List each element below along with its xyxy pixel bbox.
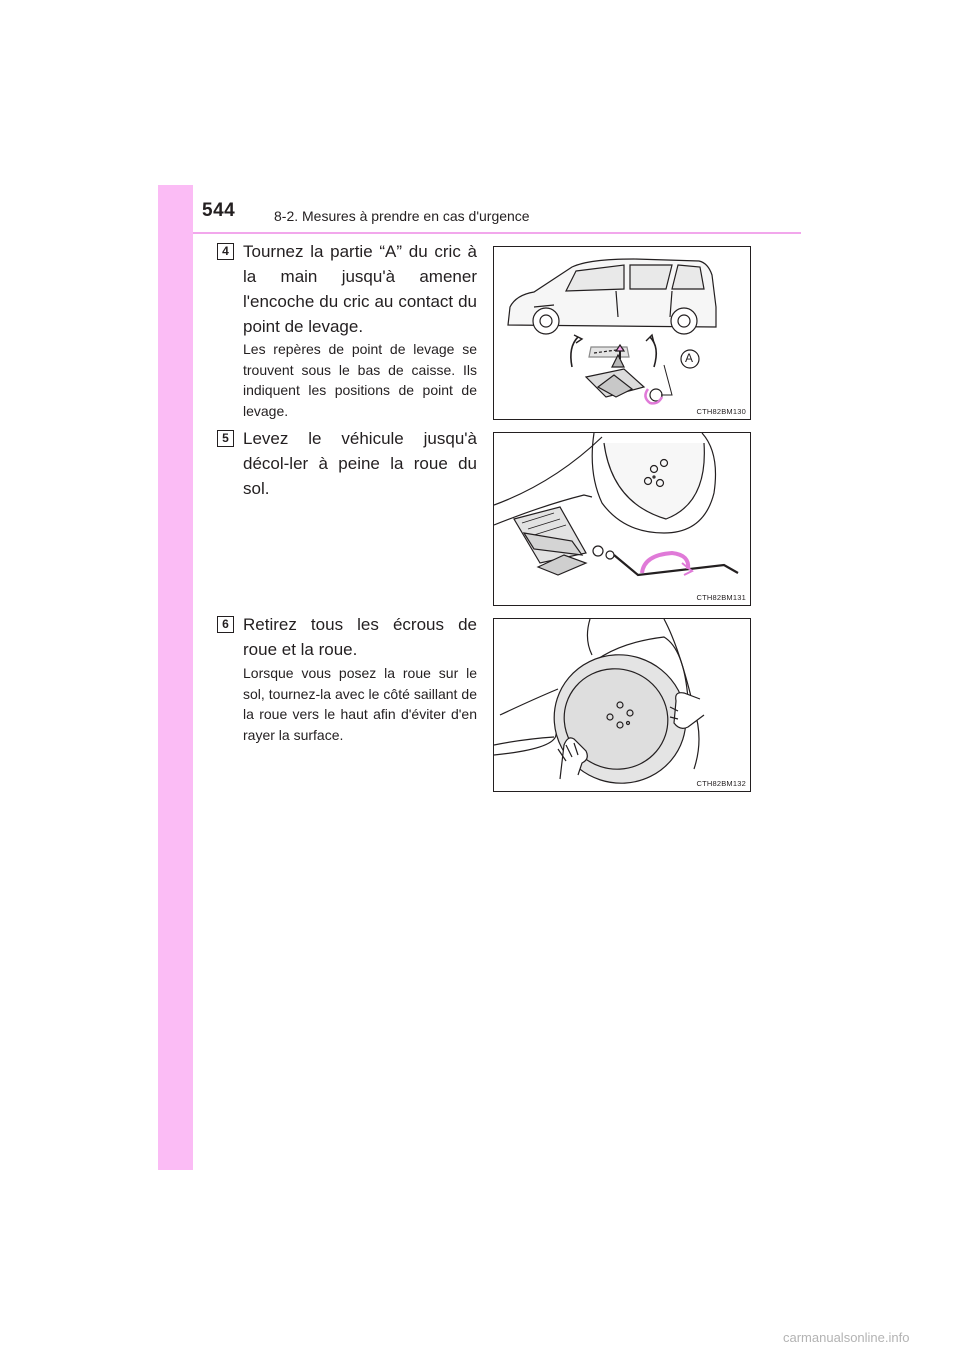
car-and-jack-illustration [494,247,750,419]
header-rule [193,232,801,234]
figure-code: CTH82BM132 [696,779,746,788]
figure-callout-a: A [685,351,694,365]
figure-raise-vehicle [493,432,751,606]
step-4-badge: 4 [217,243,234,260]
figure-code: CTH82BM130 [696,407,746,416]
step-6-title: Retirez tous les écrous de roue et la roue. [243,615,477,659]
wheel-removal-illustration [494,619,750,791]
step-4-title: Tournez la partie “A” du cric à la main jusqu'à amener l'encoche du cric au contact du point de levage. [243,242,477,336]
figure-code: CTH82BM131 [696,593,746,602]
step-5-badge: 5 [217,430,234,447]
step-4-note: Les repères de point de levage se trouvent sous le bas de caisse. Ils indiquent les positions de point de levage. [243,341,477,419]
page-number: 544 [202,200,236,221]
jack-raising-illustration [494,433,750,605]
section-title: 8-2. Mesures à prendre en cas d'urgence [274,208,530,224]
site-watermark: carmanualsonline.info [783,1330,910,1345]
side-color-band [158,185,193,1170]
step-6-note: Lorsque vous posez la roue sur le sol, tournez-la avec le côté saillant de la roue vers le haut afin d'éviter d'en rayer la surface. [243,665,477,743]
figure-jack-positioning [493,246,751,420]
step-5-title: Levez le véhicule jusqu'à décol-ler à peine la roue du sol. [243,429,477,498]
figure-remove-wheel [493,618,751,792]
step-6-badge: 6 [217,616,234,633]
